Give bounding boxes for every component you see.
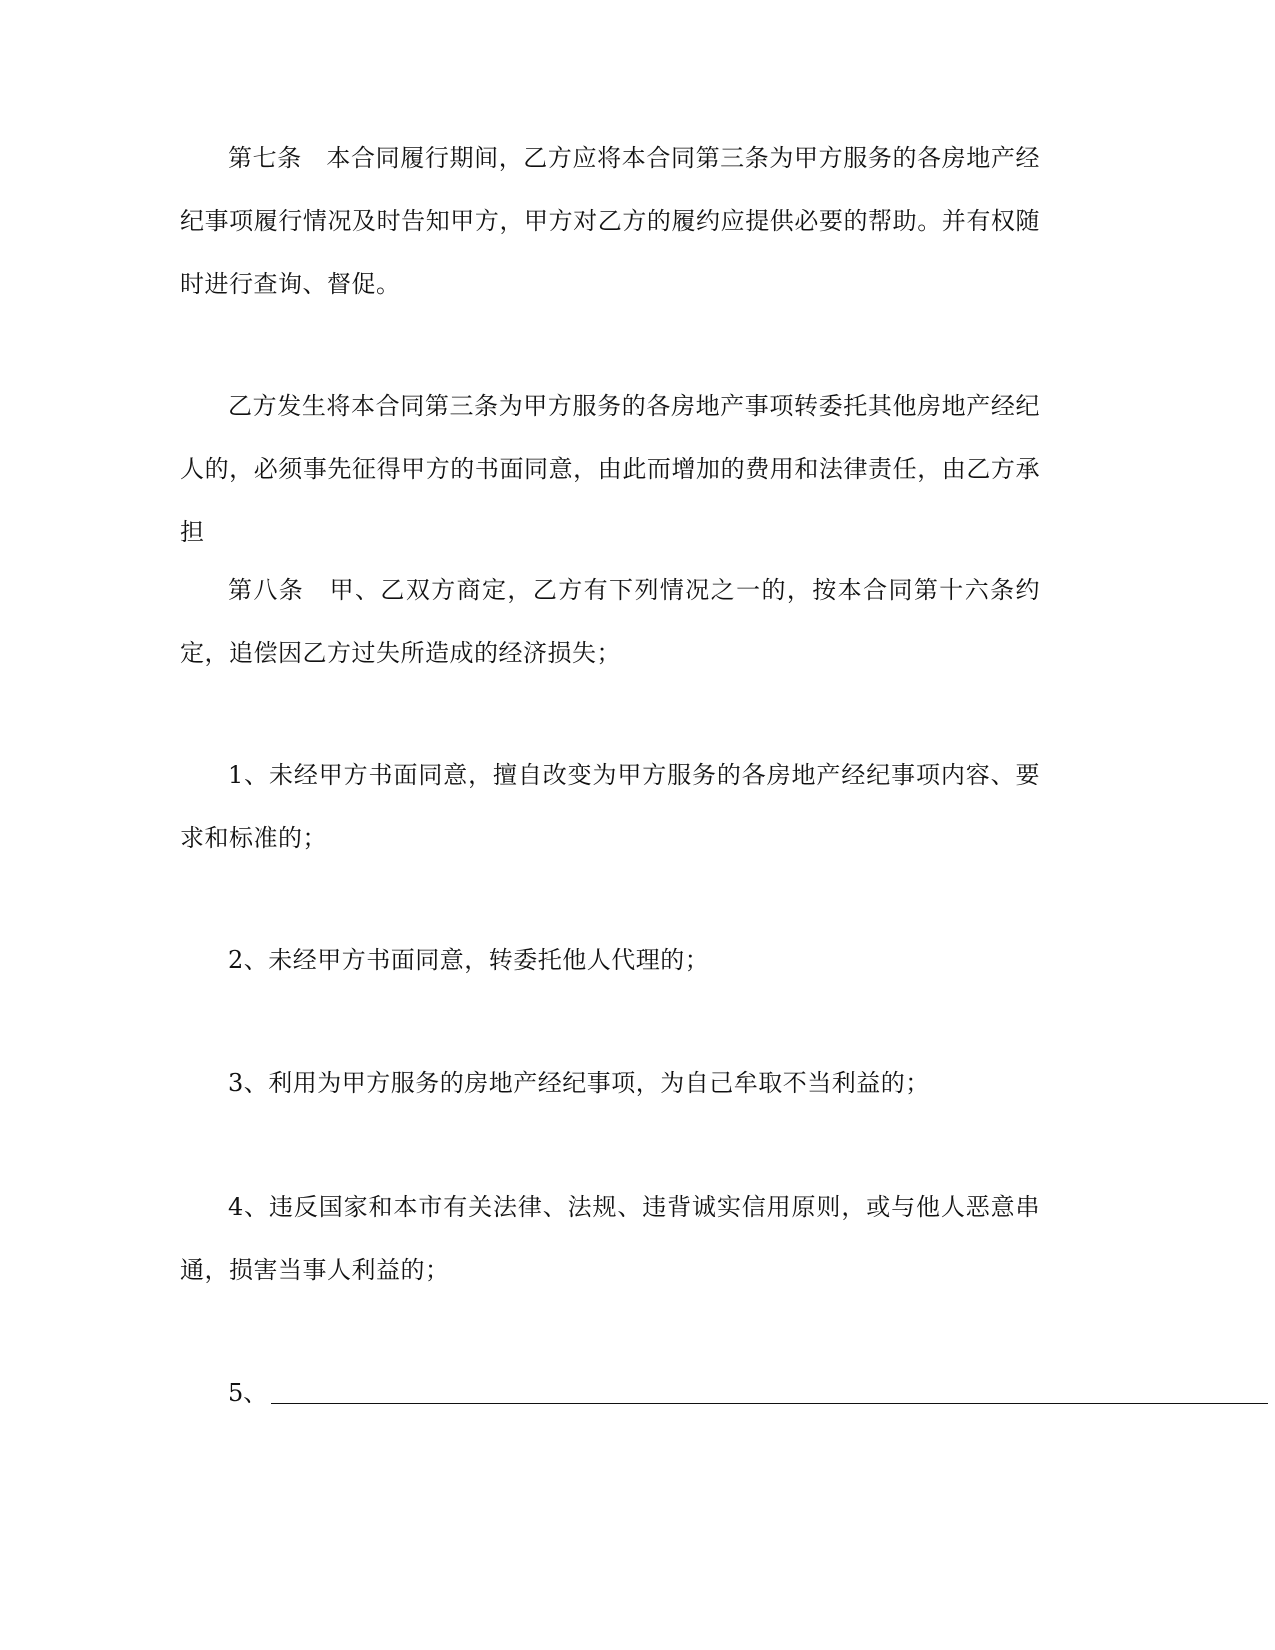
clause-4-paragraph: 4、违反国家和本市有关法律、法规、违背诚实信用原则，或与他人恶意串通，损害当事人利益的； (180, 1193, 1040, 1284)
clause-2-paragraph: 2、未经甲方书面同意，转委托他人代理的； (228, 946, 710, 974)
article-8-paragraph: 第八条 甲、乙双方商定，乙方有下列情况之一的，按本合同第十六条约定，追偿因乙方过失所造成的经济损失； (180, 576, 1040, 667)
clause-5-fill-line (271, 1403, 1268, 1404)
subcontract-paragraph: 乙方发生将本合同第三条为甲方服务的各房地产事项转委托其他房地产经纪人的，必须事先征得甲方的书面同意，由此而增加的费用和法律责任，由乙方承担 (180, 392, 1040, 546)
clause-3-paragraph: 3、利用为甲方服务的房地产经纪事项，为自己牟取不当利益的； (228, 1069, 930, 1097)
clause-1-paragraph: 1、未经甲方书面同意，擅自改变为甲方服务的各房地产经纪事项内容、要求和标准的； (180, 761, 1040, 852)
clause-5-row (228, 1378, 1268, 1408)
clause-5-label: 5、 (228, 1379, 268, 1407)
article-7-paragraph: 第七条 本合同履行期间，乙方应将本合同第三条为甲方服务的各房地产经纪事项履行情况及时告知甲方，甲方对乙方的履约应提供必要的帮助。并有权随时进行查询、督促。 (180, 144, 1040, 298)
